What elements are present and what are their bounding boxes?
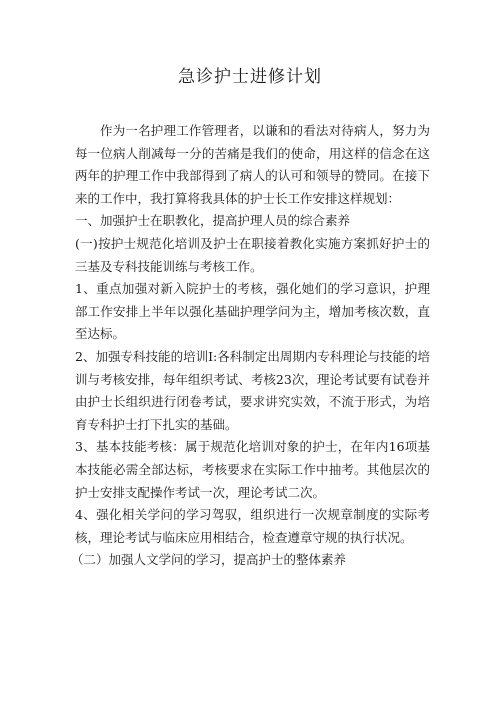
subsection-heading-2: （二）加强人文学问的学习，提高护士的整体素养 <box>71 552 347 568</box>
list-item-1: 1、重点加强对新入院护士的考核，强化她们的学习意识，护理部工作安排上半年以强化基础护理学问为主，增加考核次数，直至达标。 <box>75 281 430 342</box>
section-heading-1: 一、加强护士在职教化，提高护理人员的综合素养 <box>75 213 351 229</box>
list-item-2: 2、加强专科技能的培训I:各科制定出周期内专科理论与技能的培训与考核安排，每年组织考试、考核23次，理论考试要有试卷并由护士长组织进行闭卷考试，要求讲究实效，不流于形式，为培育专科护士打下扎实的基础。 <box>75 348 430 432</box>
document-body <box>71 120 430 572</box>
paragraph-intro: 作为一名护理工作管理者，以谦和的看法对待病人，努力为每一位病人削减每一分的苦痛是我们的使命，用这样的信念在这两年的护理工作中我部得到了病人的认可和领导的赞同。在接下来的工作中，我打算将我具体的护士长工作安排这样规划： <box>75 123 430 206</box>
subsection-heading-1: (一)按护士规范化培训及护士在职接着教化实施方案抓好护士的三基及专科技能训练与考核工作。 <box>75 235 430 274</box>
list-item-4: 4、强化相关学问的学习驾驭，组织进行一次规章制度的实际考核，理论考试与临床应用相结合，检查遵章守规的执行状况。 <box>75 507 430 545</box>
list-item-3: 3、基本技能考核：属于规范化培训对象的护士，在年内16项基本技能必需全部达标，考核要求在实际工作中抽考。其他层次的护士安排支配操作考试一次，理论考试二次。 <box>75 439 430 500</box>
document-title: 急诊护士进修计划 <box>178 67 322 87</box>
